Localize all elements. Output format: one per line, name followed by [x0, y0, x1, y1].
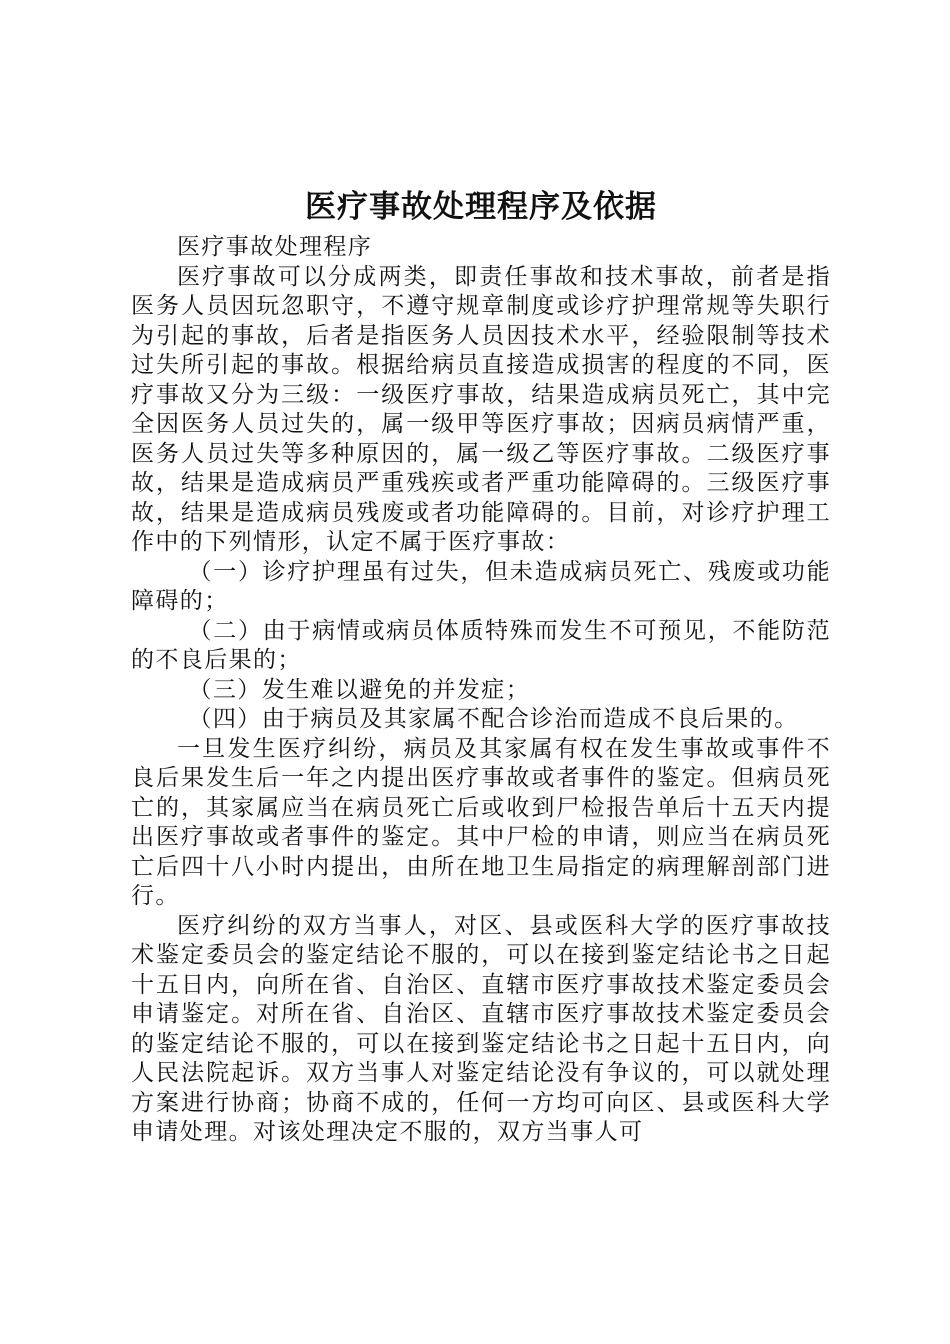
- document-page: [131, 185, 831, 1148]
- list-item: （四）由于病员及其家属不配合诊治而造成不良后果的。: [188, 706, 799, 732]
- paragraph-dispute-appraisal: 一旦发生医疗纠纷，病员及其家属有权在发生事故或事件不良后果发生后一年之内提出医疗事故或者事件的鉴定。但病员死亡的，其家属应当在病员死亡后或收到尸检报告单后十五天内提出医疗事故或者事件的鉴定。其中尸检的申请，则应当在病员死亡后四十八小时内提出，由所在地卫生局指定的病理解剖部门进行。: [131, 735, 831, 909]
- paragraph-accident-types: 医疗事故可以分成两类，即责任事故和技术事故，前者是指医务人员因玩忽职守，不遵守规章制度或诊疗护理常规等失职行为引起的事故，后者是指医务人员因技术水平，经验限制等技术过失所引起的事故。根据给病员直接造成损害的程度的不同，医疗事故又分为三级：一级医疗事故，结果造成病员死亡，其中完全因医务人员过失的，属一级甲等医疗事故；因病员病情严重，医务人员过失等多种原因的，属一级乙等医疗事故。二级医疗事故，结果是造成病员严重残疾或者严重功能障碍的。三级医疗事故，结果是造成病员残废或者功能障碍的。目前，对诊疗护理工作中的下列情形，认定不属于医疗事故：: [131, 263, 831, 555]
- paragraph-appraisal-appeal: 医疗纠纷的双方当事人，对区、县或医科大学的医疗事故技术鉴定委员会的鉴定结论不服的，可以在接到鉴定结论书之日起十五日内，向所在省、自治区、直辖市医疗事故技术鉴定委员会申请鉴定。对所在省、自治区、直辖市医疗事故技术鉴定委员会的鉴定结论不服的，可以在接到鉴定结论书之日起十五日内，向人民法院起诉。双方当事人对鉴定结论没有争议的，可以就处理方案进行协商；协商不成的，任何一方均可向区、县或医科大学申请处理。对该处理决定不服的，双方当事人可: [131, 912, 831, 1145]
- section-heading: 医疗事故处理程序: [177, 234, 373, 260]
- list-item: （一）诊疗护理虽有过失，但未造成病员死亡、残废或功能障碍的；: [131, 558, 831, 614]
- list-item: （二）由于病情或病员体质特殊而发生不可预见，不能防范的不良后果的；: [131, 617, 831, 673]
- list-item: （三）发生难以避免的并发症；: [188, 676, 531, 703]
- document-title: 医疗事故处理程序及依据: [305, 189, 657, 225]
